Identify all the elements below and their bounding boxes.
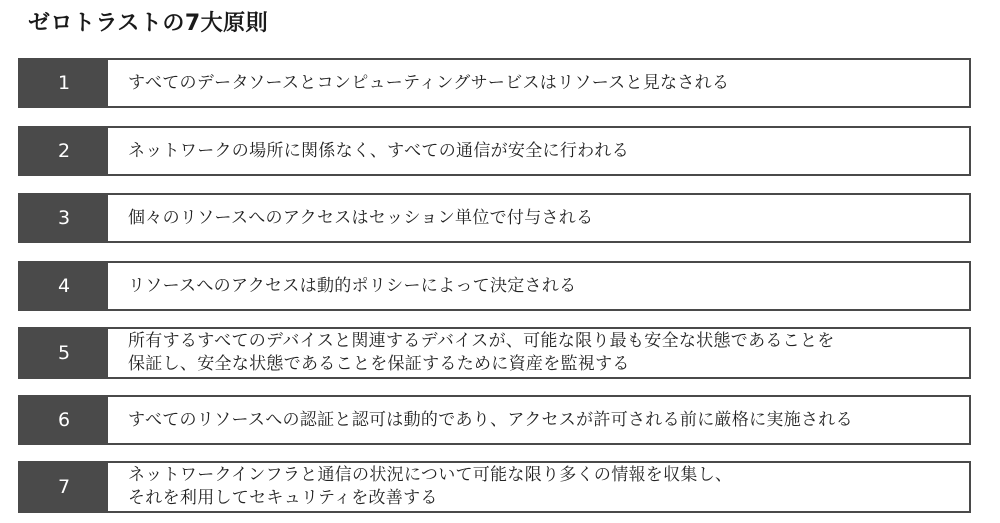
- principle-row-5: [18, 327, 971, 379]
- principle-number: 4: [20, 263, 108, 309]
- principle-text-line: ネットワークの場所に関係なく、すべての通信が安全に行われる: [128, 140, 630, 161]
- principle-text-line: 保証し、安全な状態であることを保証するために資産を監視する: [128, 354, 630, 374]
- principle-number: 5: [20, 329, 108, 377]
- principle-text: [108, 397, 969, 443]
- principle-row-1: [18, 58, 971, 108]
- principle-text: [108, 263, 969, 309]
- principle-row-7: [18, 461, 971, 513]
- principle-text: [108, 195, 969, 241]
- principle-text: [108, 60, 969, 106]
- principle-text-line: 個々のリソースへのアクセスはセッション単位で付与される: [128, 207, 594, 228]
- principle-text-line: すべてのデータソースとコンピューティングサービスはリソースと見なされる: [128, 72, 730, 93]
- principle-row-2: [18, 126, 971, 176]
- principle-number: 6: [20, 397, 108, 443]
- principle-number: 7: [20, 463, 108, 511]
- principle-text-line: ネットワークインフラと通信の状況について可能な限り多くの情報を収集し、: [128, 465, 733, 485]
- principle-row-4: [18, 261, 971, 311]
- principle-number: 1: [20, 60, 108, 106]
- principle-text: [108, 128, 969, 174]
- principle-text: [108, 463, 969, 511]
- principle-text-line: リソースへのアクセスは動的ポリシーによって決定される: [128, 275, 577, 296]
- principle-text-line: 所有するすべてのデバイスと関連するデバイスが、可能な限り最も安全な状態であることを: [128, 331, 835, 351]
- principle-number: 3: [20, 195, 108, 241]
- principle-text-line: それを利用してセキュリティを改善する: [128, 488, 438, 508]
- page-title: ゼロトラストの7大原則: [28, 11, 269, 36]
- principle-text-line: すべてのリソースへの認証と認可は動的であり、アクセスが許可される前に厳格に実施される: [128, 409, 853, 430]
- principle-number: 2: [20, 128, 108, 174]
- principle-text: [108, 329, 969, 377]
- principle-row-3: [18, 193, 971, 243]
- principle-row-6: [18, 395, 971, 445]
